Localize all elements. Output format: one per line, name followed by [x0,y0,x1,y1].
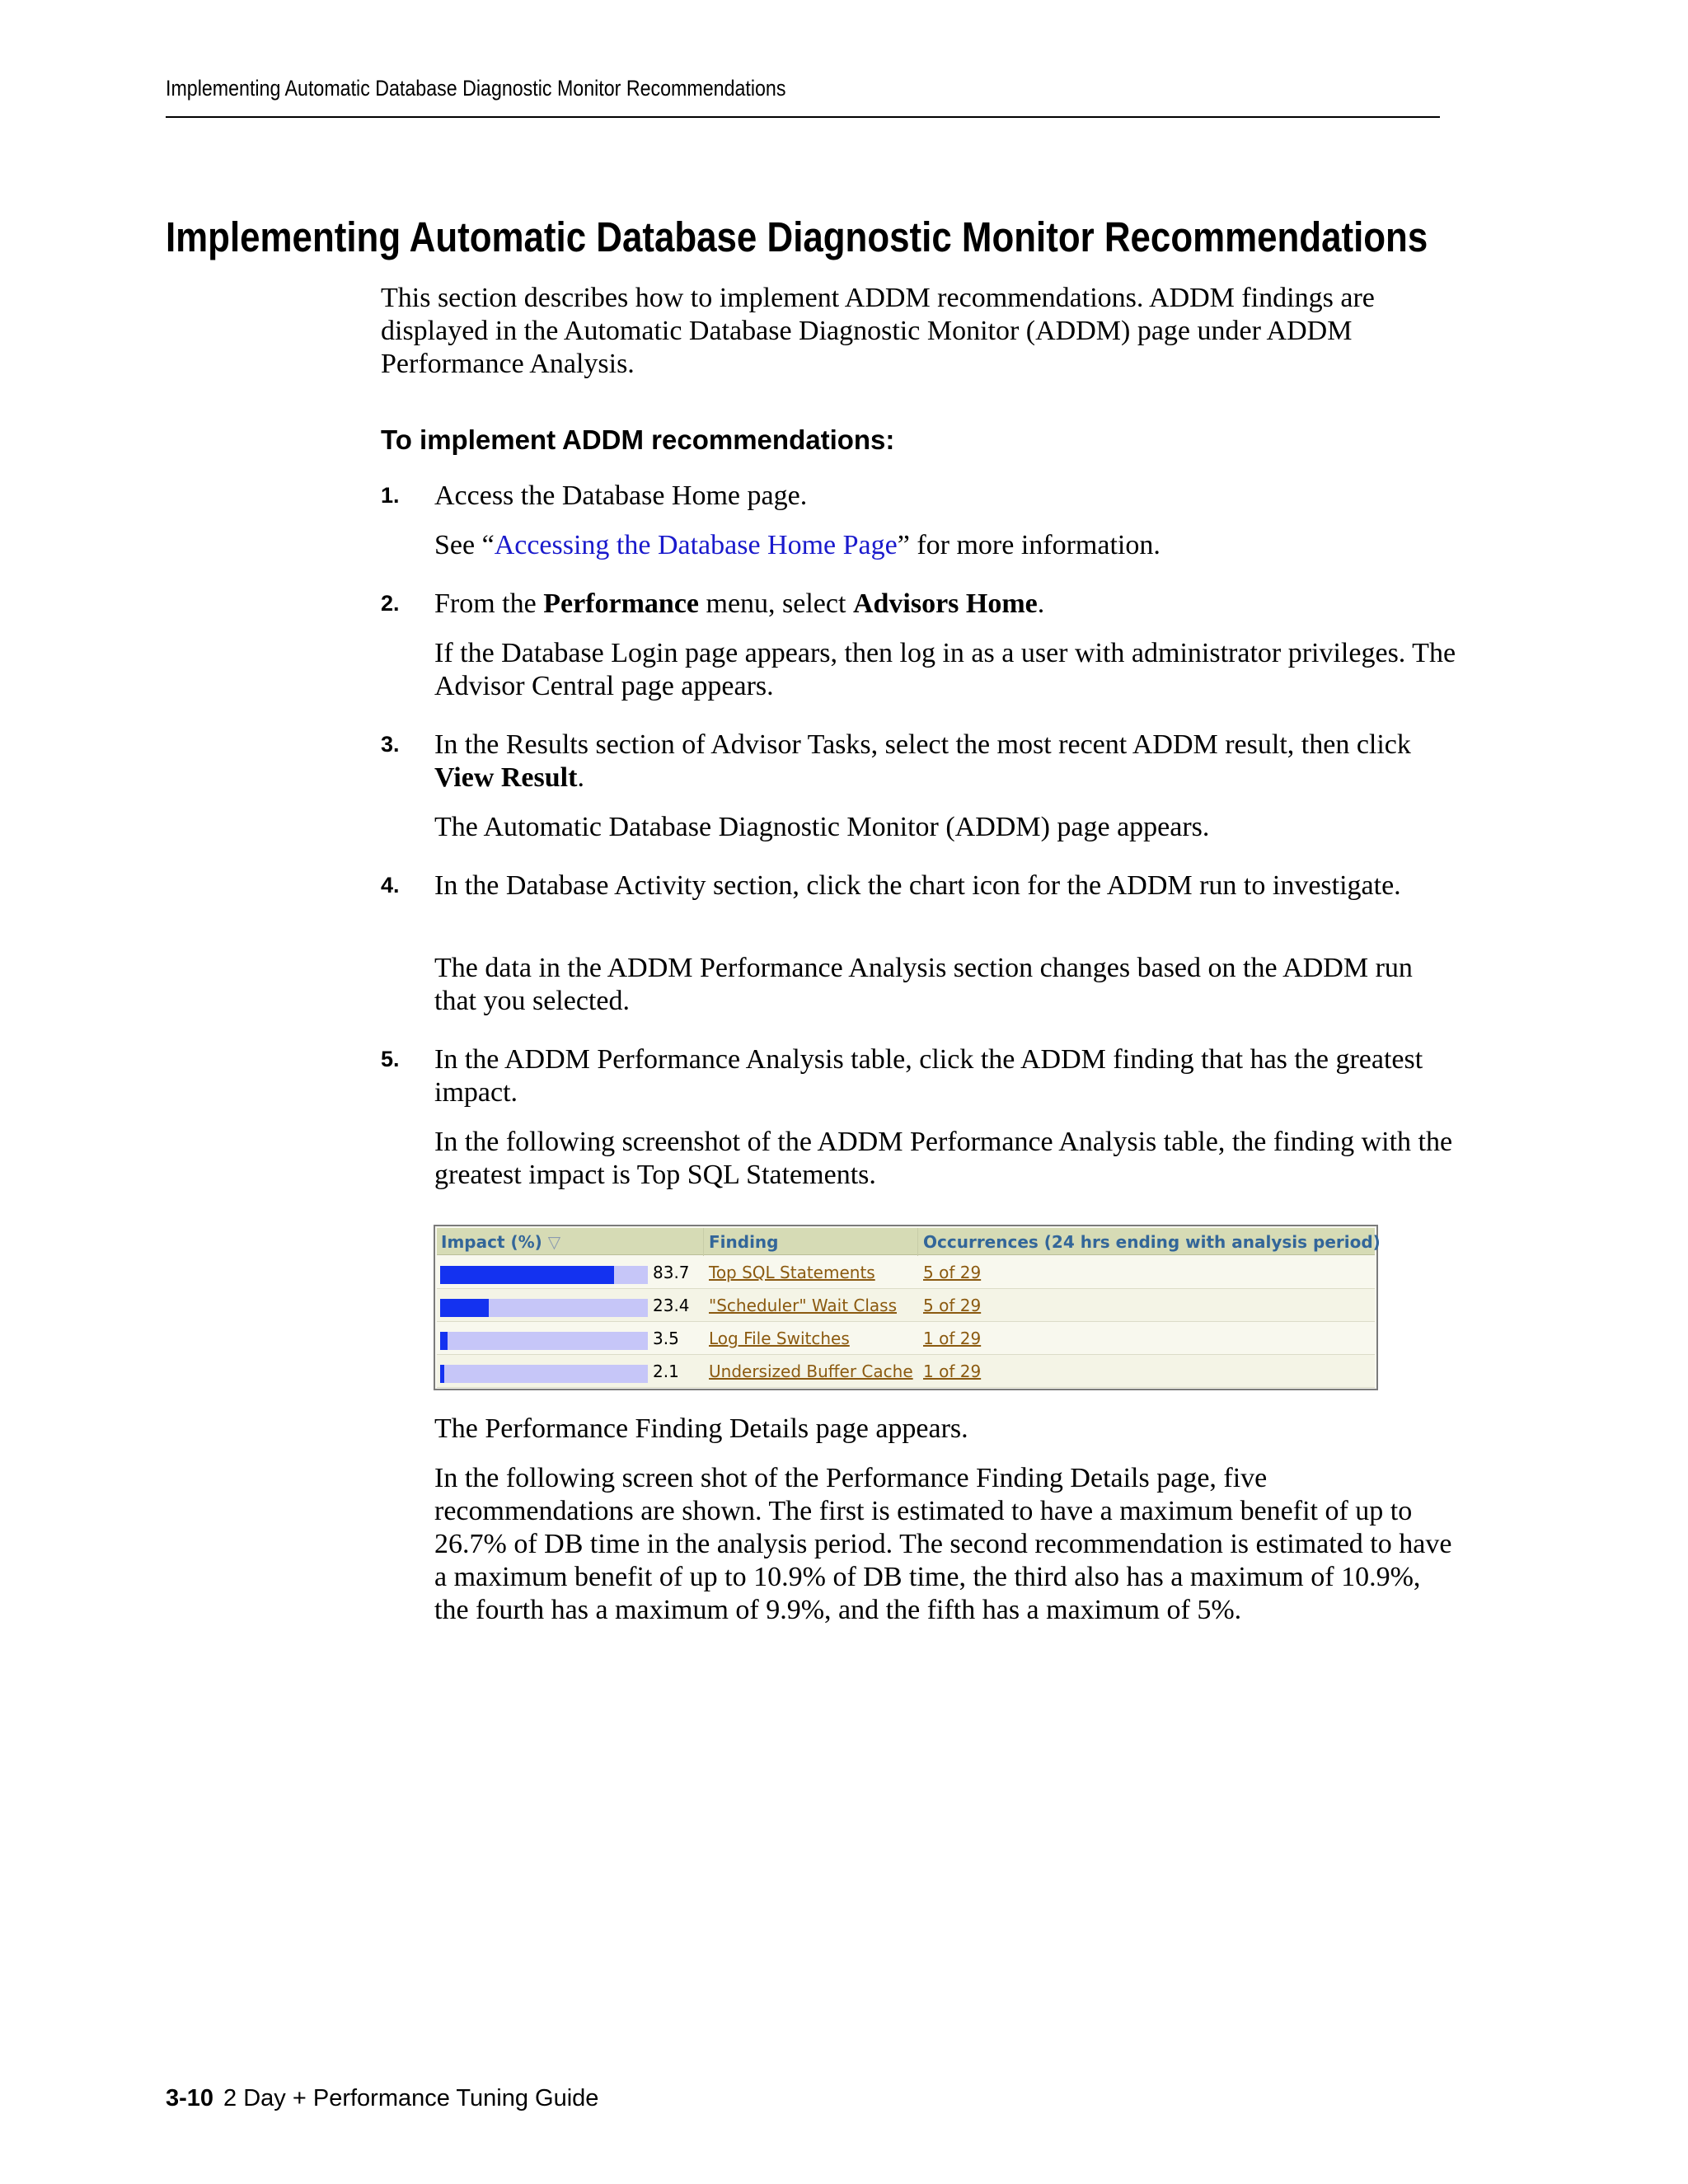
step-text-part: menu, select [699,588,853,619]
step-text-part: . [1037,588,1045,619]
addm-performance-table [434,1225,1381,1390]
impact-value: 2.1 [653,1361,679,1381]
step-number: 1. [381,483,400,508]
section-title: Implementing Automatic Database Diagnostic Monitor Recommendations [166,213,1428,260]
impact-bar [440,1365,648,1383]
sort-desc-icon: ▽ [547,1232,561,1252]
impact-bar-fill [440,1332,448,1350]
impact-bar-fill [440,1365,444,1383]
step-text [434,480,1456,513]
intro-text: This section describes how to implement ADDM recommendations. ADDM findings are displayed in the Automatic Database Diagnostic Monitor (ADDM) page under ADDM Performance Analysis. [381,283,1375,379]
page-number: 3-10 [166,2085,214,2111]
after-table-text: The Performance Finding Details page appears. [434,1413,968,1444]
impact-bar [440,1299,648,1317]
procedure-title: To implement ADDM recommendations: [381,424,895,455]
step-text: In the Database Activity section, click the chart icon for the ADDM run to investigate. [434,870,1401,901]
step-text-part: From the [434,588,544,619]
step-note: The Automatic Database Diagnostic Monitor (ADDM) page appears. [434,812,1210,842]
step-text-part: In the Results section of Advisor Tasks, select the most recent ADDM result, then click [434,729,1411,760]
step-number: 3. [381,732,400,757]
impact-bar-fill [440,1266,614,1284]
step-number: 4. [381,873,400,898]
finding-link[interactable]: "Scheduler" Wait Class [709,1296,898,1315]
step-text [434,729,1456,794]
step-number: 5. [381,1047,400,1071]
occurrences-header: Occurrences (24 hrs ending with analysis period) [923,1232,1381,1252]
impact-value: 23.4 [653,1296,690,1315]
step-note: The data in the ADDM Performance Analysis section changes based on the ADDM run that you selected. [434,953,1413,1016]
see-prefix: See “ [434,530,495,560]
page-footer [166,2085,598,2112]
finding-link[interactable]: Undersized Buffer Cache [709,1361,913,1381]
impact-bar [440,1332,648,1350]
occurrences-link[interactable]: 1 of 29 [923,1361,982,1381]
table-row [437,1322,1375,1355]
performance-menu-label: Performance [543,588,699,619]
impact-bar-fill [440,1299,489,1317]
details-paragraph: In the following screen shot of the Performance Finding Details page, five recommendations are shown. The first is estimated to have a maximum benefit of up to 26.7% of DB time in the analysis period. The second recommendation is estimated to have a maximum benefit of up to 10.9% of DB time, the third also has a maximum of 10.9%, the fourth has a maximum of 9.9%, and the fifth has a maximum of 5%. [434,1463,1452,1625]
impact-value: 83.7 [653,1263,690,1282]
header-divider [166,116,1440,118]
finding-header: Finding [709,1232,779,1252]
table-header [437,1228,1381,1255]
finding-link[interactable]: Log File Switches [709,1329,850,1348]
step-note: In the following screenshot of the ADDM Performance Analysis table, the finding with the greatest impact is Top SQL Statements. [434,1127,1453,1190]
impact-bar [440,1266,648,1284]
occurrences-link[interactable]: 1 of 29 [923,1329,982,1348]
step-1-text: Access the Database Home page. [434,480,808,511]
book-title: 2 Day + Performance Tuning Guide [223,2085,599,2111]
table-row [437,1256,1375,1289]
impact-header[interactable] [441,1232,560,1252]
view-result-label: View Result [434,762,578,793]
table-row [437,1355,1375,1388]
step-note [434,529,1456,562]
occurrences-link[interactable]: 5 of 29 [923,1263,982,1282]
occurrences-link[interactable]: 5 of 29 [923,1296,982,1315]
step-text [434,588,1456,621]
impact-header-label: Impact (%) [441,1232,542,1252]
advisors-home-label: Advisors Home [852,588,1038,619]
impact-value: 3.5 [653,1329,679,1348]
see-suffix: ” for more information. [897,530,1160,560]
finding-link[interactable]: Top SQL Statements [709,1263,875,1282]
step-text-part: . [577,762,584,793]
running-header: Implementing Automatic Database Diagnostic Monitor Recommendations [166,76,786,101]
table-row [437,1289,1375,1322]
step-number: 2. [381,591,400,616]
intro-paragraph [381,282,1452,381]
accessing-home-page-link[interactable]: Accessing the Database Home Page [494,530,898,560]
step-text: In the ADDM Performance Analysis table, click the ADDM finding that has the greatest impact. [434,1044,1423,1108]
step-note: If the Database Login page appears, then log in as a user with administrator privileges. The Advisor Central page appears. [434,638,1456,701]
